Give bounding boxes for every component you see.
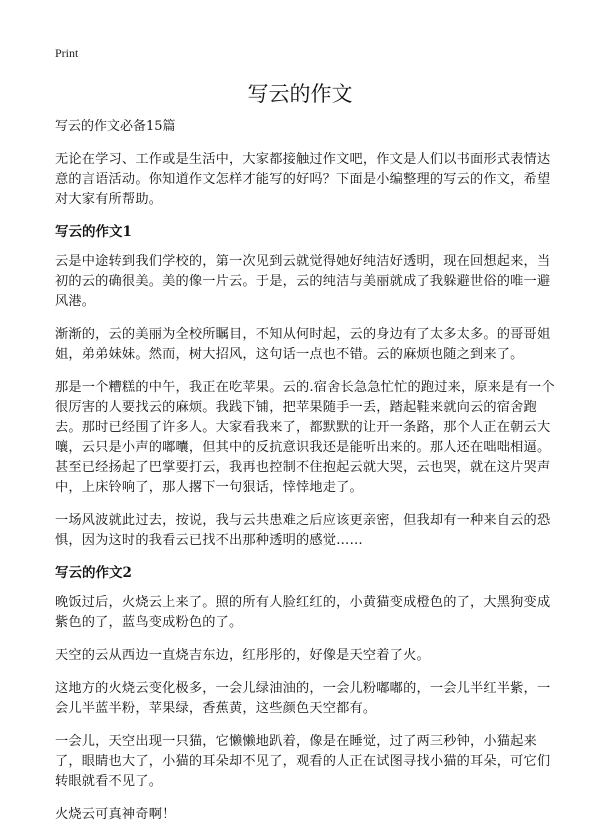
print-link[interactable]: Print xyxy=(55,46,79,60)
section-1-paragraph: 一场风波就此过去，按说，我与云共患难之后应该更亲密，但我却有一种来自云的恐惧，因为这时的我看云已找不出那种透明的感觉…… xyxy=(55,513,551,548)
section-1-paragraph: 云是中途转到我们学校的，第一次见到云就觉得她好纯洁好透明，现在回想起来，当初的云的确很美。美的像一片云。于是，云的纯洁与美丽就成了我躲避世俗的唯一避风港。 xyxy=(55,254,551,309)
section-1-paragraph: 那是一个糟糕的中午，我正在吃苹果。云的.宿舍长急急忙忙的跑过来，原来是有一个很厉害的人要找云的麻烦。我践下铺，把苹果随手一丢，踏起鞋来就向云的宿舍跑去。那时已经围了许多人。大家看我来了，都默默的让开一条路，那个人正在朝云大嚷，云只是小声的嘟囔，但其中的反抗意识我还是能听出来的。那人还在咄咄相逼。甚至已经扬起了巴掌要打云，我再也控制不住抱起云就大哭，云也哭，就在这片哭声中，上床铃响了，那人撂下一句狠话，悻悻地走了。 xyxy=(55,380,555,495)
section-2-paragraph: 晚饭过后，火烧云上来了。照的所有人脸红红的，小黄猫变成橙色的了，大黑狗变成紫色的了，蓝鸟变成粉色的了。 xyxy=(55,595,551,630)
article-subtitle: 写云的作文必备15篇 xyxy=(55,119,176,134)
section-heading-2: 写云的作文2 xyxy=(55,565,132,581)
page-title: 写云的作文 xyxy=(247,82,353,106)
intro-paragraph: 无论在学习、工作或是生活中，大家都接触过作文吧，作文是人们以书面形式表情达意的言语活动。你知道作文怎样才能写的好吗？下面是小编整理的写云的作文，希望对大家有所帮助。 xyxy=(55,152,551,207)
section-heading-1: 写云的作文1 xyxy=(55,224,132,240)
article-body xyxy=(55,118,555,838)
section-1-paragraph: 渐渐的，云的美丽为全校所瞩目，不知从何时起，云的身边有了太多太多。的哥哥姐姐，弟弟妹妹。然而，树大招风，这句话一点也不错。云的麻烦也随之到来了。 xyxy=(55,327,551,362)
section-2-paragraph: 这地方的火烧云变化极多，一会儿绿油油的，一会儿粉嘟嘟的，一会儿半红半紫，一会儿半蓝半粉，苹果绿，香蕉黄，这些颜色天空都有。 xyxy=(55,681,551,716)
section-2-paragraph: 火烧云可真神奇啊！ xyxy=(55,807,176,822)
section-2-paragraph: 一会儿，天空出现一只猫，它懒懒地趴着，像是在睡觉，过了两三秒钟，小猫起来了，眼睛也大了，小猫的耳朵却不见了，观看的人正在试图寻找小猫的耳朵，可它们转眼就看不见了。 xyxy=(55,734,551,789)
section-2-paragraph: 天空的云从西边一直烧吉东边，红彤彤的，好像是天空着了火。 xyxy=(55,648,430,663)
